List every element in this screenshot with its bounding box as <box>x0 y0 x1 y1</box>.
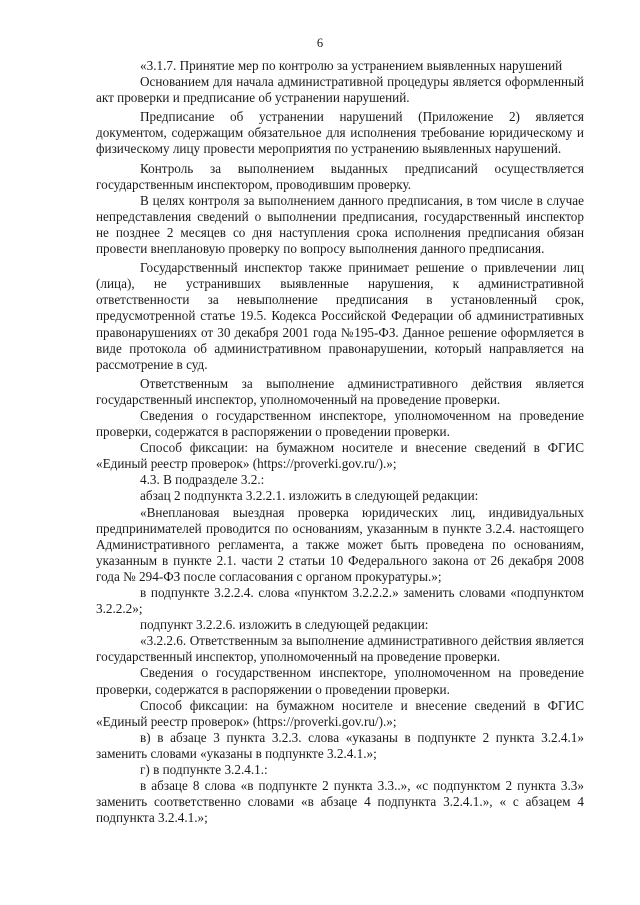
paragraph: Государственный инспектор также принимает решение о привлечении лиц (лица), не устранивших выявленные нарушения, к административной ответственности за невыполнение предписания в установленный срок, предусмотренной статье 19.5. Кодекса Российской Федерации об административных правонарушениях от 30 декабря 2001 года №195-ФЗ. Данное решение оформляется в виде протокола об административном правонарушении, который направляется на рассмотрение в суд. <box>96 260 584 372</box>
paragraph: Основанием для начала административной процедуры является оформленный акт проверки и предписание об устранении нарушений. <box>96 74 584 106</box>
paragraph: Способ фиксации: на бумажном носителе и внесение сведений в ФГИС «Единый реестр проверок» (https://proverki.gov.ru/).»; <box>96 440 584 472</box>
paragraph: в абзаце 8 слова «в подпункте 2 пункта 3.3..», «с подпунктом 2 пункта 3.3» заменить соответственно словами «в абзаце 4 подпункта 3.2.4.1.», « с абзацем 4 подпункта 3.2.4.1.»; <box>96 778 584 826</box>
paragraph: абзац 2 подпункта 3.2.2.1. изложить в следующей редакции: <box>140 488 479 504</box>
paragraph: г) в подпункте 3.2.4.1.: <box>140 762 268 778</box>
paragraph: Сведения о государственном инспекторе, уполномоченном на проведение проверки, содержатся в распоряжении о проведении проверки. <box>96 665 584 697</box>
document-body <box>96 58 584 826</box>
paragraph: «3.1.7. Принятие мер по контролю за устранением выявленных нарушений <box>140 58 563 73</box>
paragraph: Способ фиксации: на бумажном носителе и внесение сведений в ФГИС «Единый реестр проверок» (https://proverki.gov.ru/).»; <box>96 697 584 729</box>
paragraph: Сведения о государственном инспекторе, уполномоченном на проведение проверки, содержатся в распоряжении о проведении проверки. <box>96 407 584 440</box>
page-number: 6 <box>316 36 324 50</box>
paragraph: 4.3. В подразделе 3.2.: <box>140 472 265 488</box>
paragraph: подпункт 3.2.2.6. изложить в следующей редакции: <box>140 617 429 633</box>
paragraph: в) в абзаце 3 пункта 3.2.3. слова «указаны в подпункте 2 пункта 3.2.4.1» заменить словами «указаны в подпункте 3.2.4.1.»; <box>96 729 584 761</box>
paragraph: Предписание об устранении нарушений (Приложение 2) является документом, содержащим обязательное для исполнения требование юридическому и физическому лицу провести мероприятия по устранению выявленных нарушений. <box>96 109 584 157</box>
paragraph: в подпункте 3.2.2.4. слова «пунктом 3.2.2.2.» заменить словами «подпунктом 3.2.2.2»; <box>96 585 584 617</box>
paragraph: «Внеплановая выездная проверка юридических лиц, индивидуальных предпринимателей проводится по основаниям, указанным в пункте 3.2.4. настоящего Административного регламента, а также может быть проведена по основаниям, указанным в пункте 2.1. части 2 статьи 10 Федерального закона от 26 декабря 2008 года № 294-ФЗ после согласования с органом прокуратуры.»; <box>96 504 584 584</box>
paragraph: В целях контроля за выполнением данного предписания, в том числе в случае непредставления сведений о выполнении предписания, государственный инспектор не позднее 2 месяцев со дня наступления срока исполнения предписания обязан провести внеплановую проверку по вопросу выполнения данного предписания. <box>96 192 584 257</box>
paragraph: Ответственным за выполнение административного действия является государственный инспектор, уполномоченный на проведение проверки. <box>96 375 584 407</box>
paragraph: «3.2.2.6. Ответственным за выполнение административного действия является государственный инспектор, уполномоченный на проведение проверки. <box>96 633 584 665</box>
paragraph: Контроль за выполнением выданных предписаний осуществляется государственным инспектором, проводившим проверку. <box>96 160 584 192</box>
